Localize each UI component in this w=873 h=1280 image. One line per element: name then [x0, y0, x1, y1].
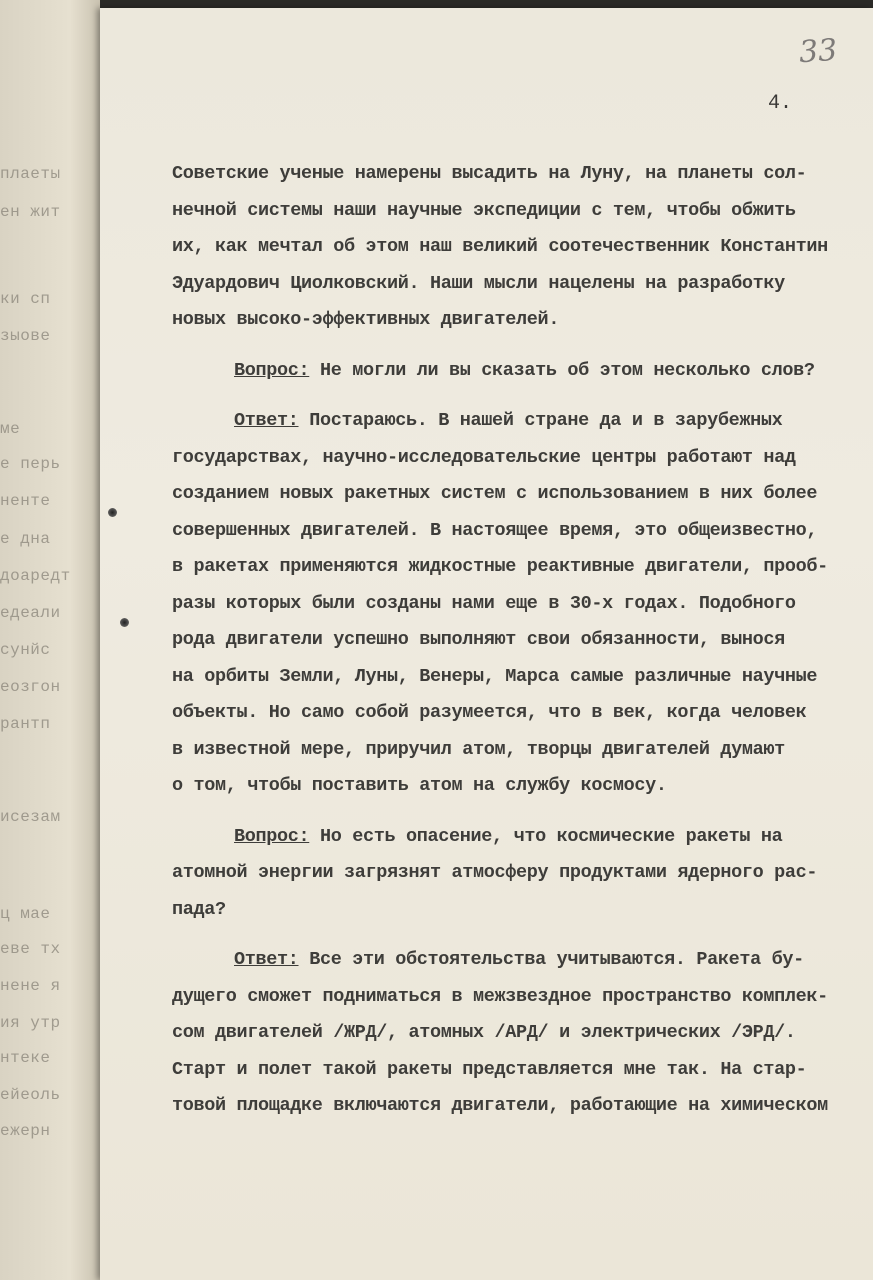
answer-paragraph: [172, 403, 862, 805]
text-line: [172, 403, 862, 440]
prev-page-fragment: еве тх: [0, 940, 61, 958]
text-line: Советские ученые намерены высадить на Луну, на планеты сол-: [172, 163, 807, 184]
text-line: [172, 353, 862, 390]
prev-page-fragment: зыове: [0, 327, 51, 345]
prev-page-fragment: еозгон: [0, 678, 61, 696]
prev-page-fragment: ки сп: [0, 290, 51, 308]
text-line: новых высоко-эффективных двигателей.: [172, 309, 560, 330]
question-label: Вопрос:: [234, 825, 310, 847]
prev-page-fragment: ия утр: [0, 1014, 61, 1032]
prev-page-fragment: ц мае: [0, 905, 51, 923]
question-label: Вопрос:: [234, 359, 310, 381]
text-line: совершенных двигателей. В настоящее время, это общеизвестно,: [172, 519, 818, 541]
text-line: в известной мере, приручил атом, творцы двигателей думают: [172, 738, 785, 760]
prev-page-fragment: нтеке: [0, 1049, 51, 1067]
prev-page-fragment: плаеты: [0, 165, 61, 183]
text-line: в ракетах применяются жидкостные реактивные двигатели, прооб-: [172, 556, 828, 577]
text-span: Постараюсь. В нашей стране да и в зарубежных: [309, 410, 783, 431]
text-line: сом двигателей /ЖРД/, атомных /АРД/ и электрических /ЭРД/.: [172, 1022, 796, 1043]
text-line: [172, 819, 862, 856]
text-line: рода двигатели успешно выполняют свои обязанности, вынося: [172, 629, 785, 650]
text-span: Но есть опасение, что космические ракеты на: [320, 825, 783, 847]
text-line: пада?: [172, 898, 226, 920]
prev-page-fragment: ме: [0, 420, 21, 438]
document-body: [172, 156, 862, 1125]
paragraph: [172, 156, 862, 339]
text-line: объекты. Но само собой разумеется, что в век, когда человек: [172, 702, 807, 723]
prev-page-fragment: ейеоль: [0, 1086, 61, 1104]
prev-page-fragment: сунйс: [0, 641, 51, 659]
answer-paragraph: [172, 942, 862, 1125]
text-line: разы которых были созданы нами еще в 30-х годах. Подобного: [172, 592, 796, 614]
text-span: Не могли ли вы сказать об этом несколько слов?: [320, 359, 815, 381]
answer-label: Ответ:: [234, 410, 299, 431]
text-span: Все эти обстоятельства учитываются. Ракета бу-: [309, 949, 804, 970]
text-line: государствах, научно-исследовательские центры работают над: [172, 446, 796, 468]
prev-page-fragment: ежерн: [0, 1122, 51, 1140]
prev-page-fragment: ненте: [0, 492, 51, 510]
prev-page-fragment: рантп: [0, 715, 51, 733]
question-paragraph: [172, 819, 862, 929]
text-line: на орбиты Земли, Луны, Венеры, Марса самые различные научные: [172, 665, 818, 687]
prev-page-fragment: е перь: [0, 455, 61, 473]
punch-hole-icon: [108, 508, 117, 517]
prev-page-fragment: ен жит: [0, 203, 61, 221]
text-line: Старт и полет такой ракеты представляется мне так. На стар-: [172, 1058, 807, 1080]
document-page: [100, 8, 873, 1280]
text-line: их, как мечтал об этом наш великий соотечественник Константин: [172, 236, 828, 257]
prev-page-fragment: е дна: [0, 530, 51, 548]
page-number: 4.: [768, 92, 793, 115]
text-line: дущего сможет подниматься в межзвездное пространство комплек-: [172, 985, 828, 1007]
text-line: о том, чтобы поставить атом на службу космосу.: [172, 775, 667, 796]
text-line: [172, 942, 862, 979]
question-paragraph: [172, 353, 862, 390]
previous-page-edge: [0, 0, 100, 1280]
text-line: созданием новых ракетных систем с использованием в них более: [172, 483, 818, 504]
text-line: нечной системы наши научные экспедиции с тем, чтобы обжить: [172, 199, 796, 221]
prev-page-fragment: нене я: [0, 977, 61, 995]
archive-folio-number: 33: [797, 32, 839, 71]
prev-page-fragment: доаредт: [0, 567, 71, 585]
answer-label: Ответ:: [234, 949, 299, 970]
prev-page-fragment: исезам: [0, 808, 61, 826]
text-line: Эдуардович Циолковский. Наши мысли нацелены на разработку: [172, 272, 785, 294]
prev-page-fragment: едеали: [0, 604, 61, 622]
punch-hole-icon: [120, 618, 129, 627]
text-line: атомной энергии загрязнят атмосферу продуктами ядерного рас-: [172, 862, 818, 883]
text-line: товой площадке включаются двигатели, работающие на химическом: [172, 1095, 828, 1116]
